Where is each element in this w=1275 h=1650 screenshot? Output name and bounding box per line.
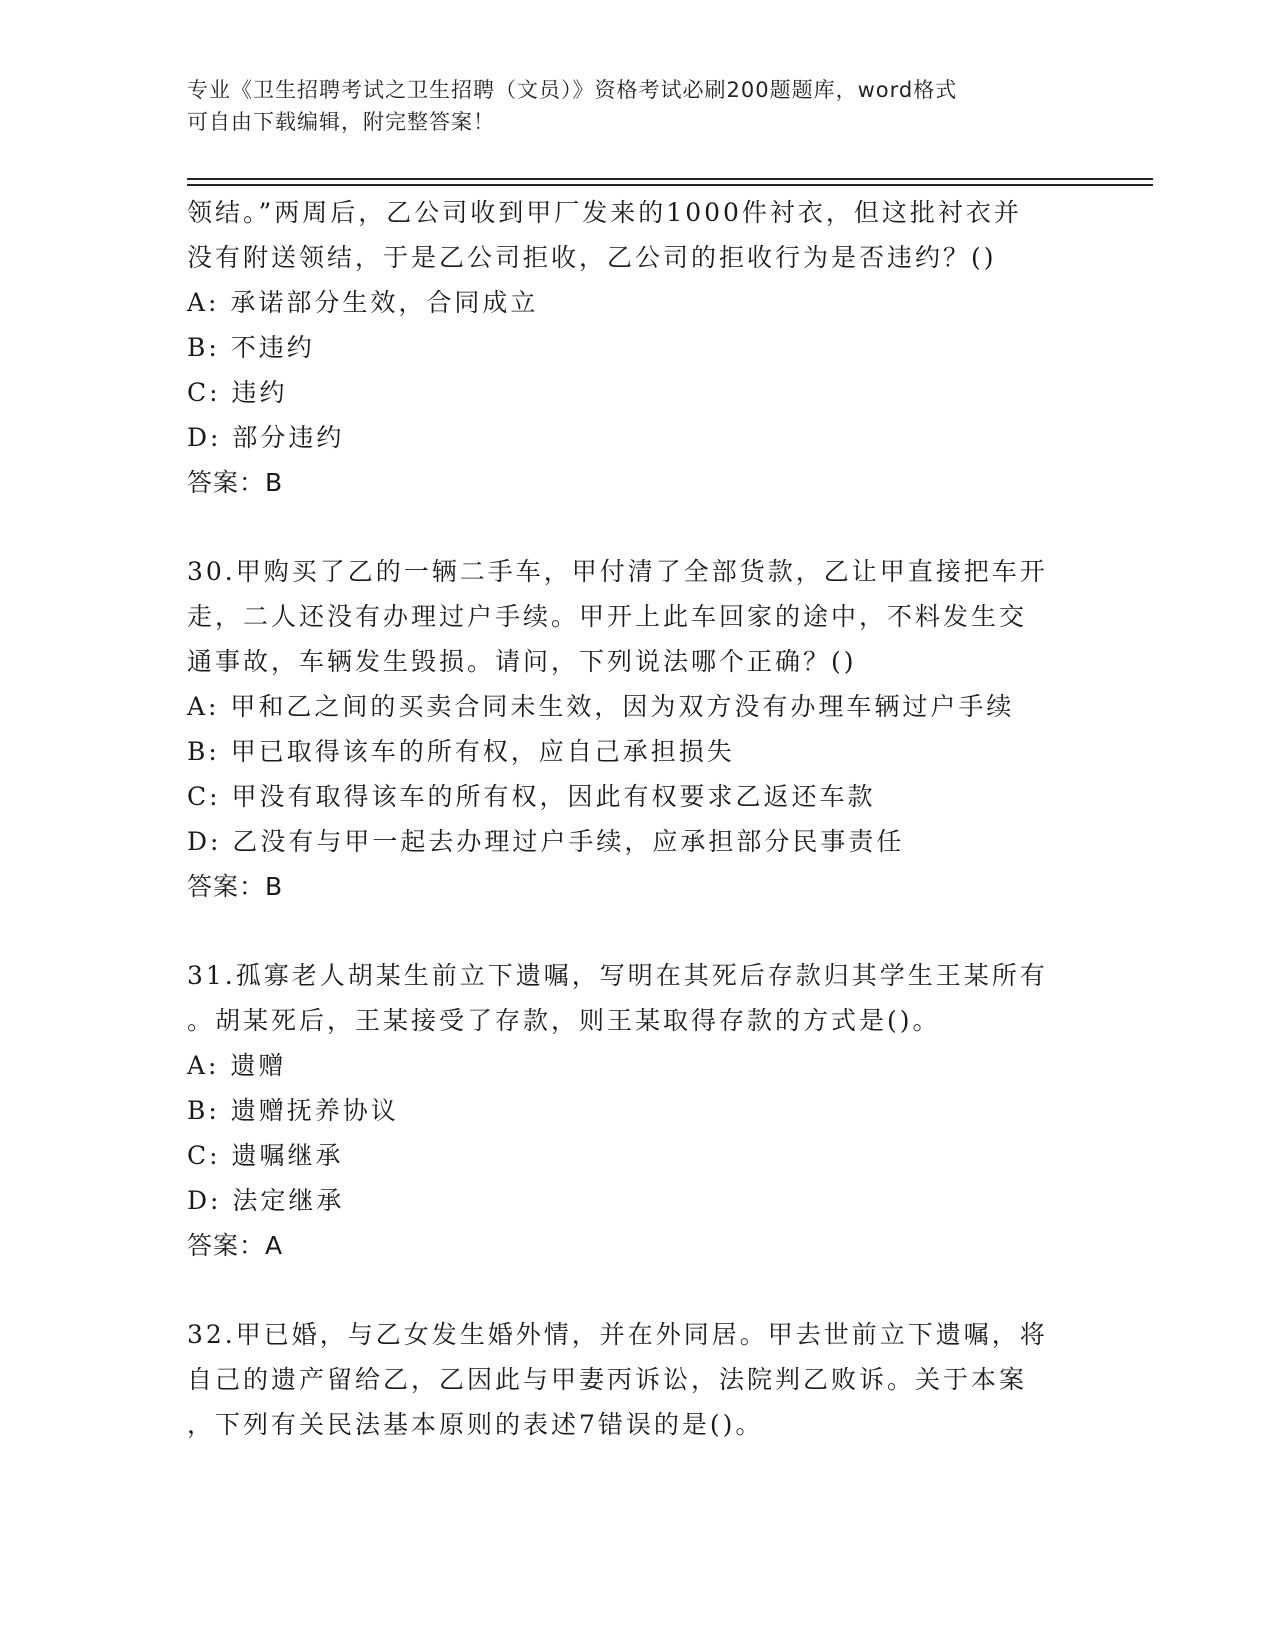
header-line-2: 可自由下载编辑，附完整答案！ bbox=[187, 110, 495, 134]
document-header bbox=[187, 74, 1067, 138]
question-31 bbox=[187, 953, 1087, 1268]
option-c: C: 违约 bbox=[187, 378, 288, 407]
option-b: B: 遗赠抚养协议 bbox=[187, 1096, 399, 1125]
header-divider-bottom bbox=[187, 184, 1153, 186]
option-b: B: 不违约 bbox=[187, 333, 315, 362]
option-c: C: 甲没有取得该车的所有权，因此有权要求乙返还车款 bbox=[187, 782, 876, 811]
question-30 bbox=[187, 549, 1087, 909]
header-line-1: 专业《卫生招聘考试之卫生招聘（文员）》资格考试必刷200题题库，word格式 bbox=[187, 78, 958, 102]
question-stem: 领结。”两周后，乙公司收到甲厂发来的1000件衬衣，但这批衬衣并 没有附送领结，于是乙公司拒收，乙公司的拒收行为是否违约？() bbox=[187, 198, 1022, 272]
option-d: D: 法定继承 bbox=[187, 1186, 345, 1215]
answer-line: 答案：B bbox=[187, 872, 284, 901]
option-a: A: 承诺部分生效，合同成立 bbox=[187, 288, 539, 317]
question-29-continued bbox=[187, 190, 1087, 505]
question-32 bbox=[187, 1312, 1087, 1447]
option-a: A: 遗赠 bbox=[187, 1051, 287, 1080]
question-stem: 31.孤寡老人胡某生前立下遗嘱，写明在其死后存款归其学生王某所有 。胡某死后，王某接受了存款，则王某取得存款的方式是()。 bbox=[187, 961, 1048, 1035]
question-list bbox=[187, 190, 1087, 1447]
option-c: C: 遗嘱继承 bbox=[187, 1141, 344, 1170]
option-a: A: 甲和乙之间的买卖合同未生效，因为双方没有办理车辆过户手续 bbox=[187, 692, 1015, 721]
option-b: B: 甲已取得该车的所有权，应自己承担损失 bbox=[187, 737, 735, 766]
question-stem: 30.甲购买了乙的一辆二手车，甲付清了全部货款，乙让甲直接把车开 走，二人还没有办理过户手续。甲开上此车回家的途中，不料发生交 通事故，车辆发生毁损。请问，下列说法哪个正确？() bbox=[187, 557, 1048, 676]
header-divider-top bbox=[187, 178, 1153, 180]
question-stem: 32.甲已婚，与乙女发生婚外情，并在外同居。甲去世前立下遗嘱，将 自己的遗产留给乙，乙因此与甲妻丙诉讼，法院判乙败诉。关于本案 ，下列有关民法基本原则的表述7错误的是()。 bbox=[187, 1320, 1048, 1439]
answer-line: 答案：B bbox=[187, 468, 284, 497]
option-d: D: 乙没有与甲一起去办理过户手续，应承担部分民事责任 bbox=[187, 827, 905, 856]
option-d: D: 部分违约 bbox=[187, 423, 345, 452]
answer-line: 答案：A bbox=[187, 1231, 284, 1260]
